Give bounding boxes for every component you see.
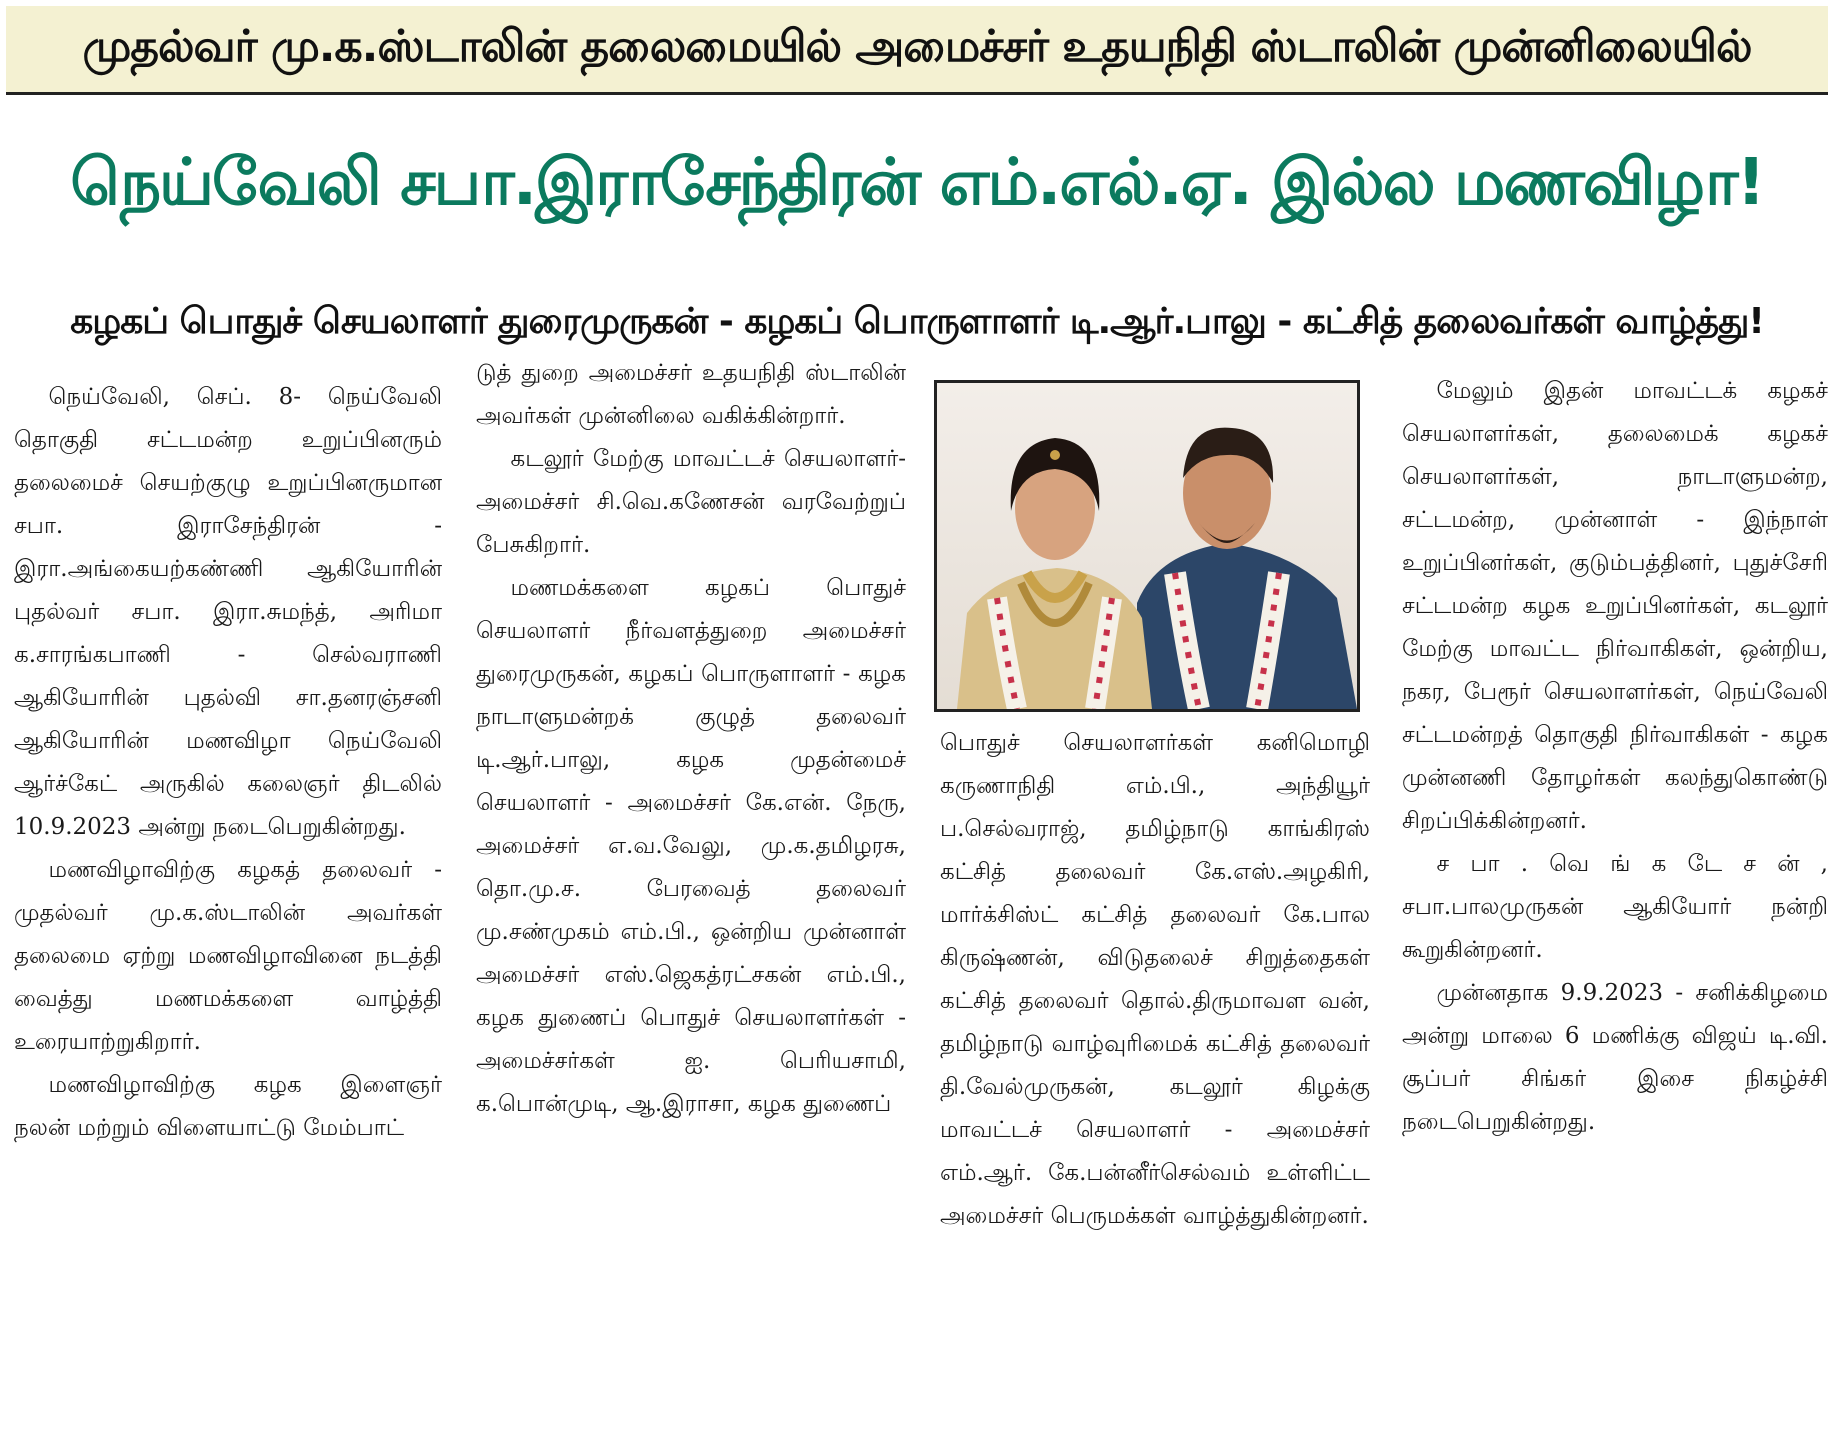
article-column-1: [14, 376, 442, 1150]
col1-paragraph-3: மணவிழாவிற்கு கழக இளைஞர் நலன் மற்றும் விளையாட்டு மேம்பாட்: [14, 1072, 442, 1141]
top-banner-text: முதல்வர் மு.க.ஸ்டாலின் தலைமையில் அமைச்சர் உதயநிதி ஸ்டாலின் முன்னிலையில்: [82, 20, 1752, 72]
article-column-3: [940, 722, 1370, 1238]
col4-paragraph-1: மேலும் இதன் மாவட்டக் கழகச் செயலாளர்கள், தலைமைக் கழகச் செயலாளர்கள், நாடாளுமன்ற, சட்டமன்ற, முன்னாள் - இந்நாள் உறுப்பினர்கள், குடும்பத்தினர், புதுச்சேரி சட்டமன்ற கழக உறுப்பினர்கள், கடலூர் மேற்கு மாவட்ட நிர்வாகிகள், ஒன்றிய, நகர, பேரூர் செயலாளர்கள், நெய்வேலி சட்டமன்றத் தொகுதி நிர்வாகிகள் - கழக முன்னணி தோழர்கள் கலந்துகொண்டு சிறப்பிக்கின்றனர்.: [1402, 378, 1828, 834]
couple-photo-illustration: [937, 383, 1357, 709]
headline: [6, 112, 1828, 262]
col4-paragraph-2: ச பா . வெ ங் க டே ச ன் , சபா.பாலமுருகன் ஆகியோர் நன்றி கூறுகின்றனர்.: [1402, 851, 1828, 963]
col4-paragraph-3: முன்னதாக 9.9.2023 - சனிக்கிழமை அன்று மாலை 6 மணிக்கு விஜய் டி.வி. சூப்பர் சிங்கர் இசை நிகழ்ச்சி நடைபெறுகின்றது.: [1402, 980, 1828, 1135]
col3-paragraph-1: பொதுச் செயலாளர்கள் கனிமொழி கருணாநிதி எம்.பி., அந்தியூர் ப.செல்வராஜ், தமிழ்நாடு காங்கிரஸ் கட்சித் தலைவர் கே.எஸ்.அழகிரி, மார்க்சிஸ்ட் கட்சித் தலைவர் கே.பால கிருஷ்ணன், விடுதலைச் சிறுத்தைகள் கட்சித் தலைவர் தொல்.திருமாவள வன், தமிழ்நாடு வாழ்வுரிமைக் கட்சித் தலைவர் தி.வேல்முருகன், கடலூர் கிழக்கு மாவட்டச் செயலாளர் - அமைச்சர் எம்.ஆர். கே.பன்னீர்செல்வம் உள்ளிட்ட அமைச்சர் பெருமக்கள் வாழ்த்துகின்றனர்.: [940, 730, 1370, 1229]
subheadline-text: கழகப் பொதுச் செயலாளர் துரைமுருகன் - கழகப் பொருளாளர் டி.ஆர்.பாலு - கட்சித் தலைவர்கள் வாழ்த்து!: [70, 301, 1764, 342]
col2-paragraph-2: கடலூர் மேற்கு மாவட்டச் செயலாளர்- அமைச்சர் சி.வெ.கணேசன் வரவேற்றுப் பேசுகிறார்.: [476, 446, 906, 558]
article-column-2: [476, 352, 906, 1126]
headline-text: நெய்வேலி சபா.இராசேந்திரன் எம்.எல்.ஏ. இல்ல மணவிழா!: [70, 146, 1764, 220]
couple-photo: [934, 380, 1360, 712]
col1-paragraph-1: நெய்வேலி, செப். 8- நெய்வேலி தொகுதி சட்டமன்ற உறுப்பினரும் தலைமைச் செயற்குழு உறுப்பினருமான சபா. இராசேந்திரன் - இரா.அங்கையற்கண்ணி ஆகியோரின் புதல்வர் சபா. இரா.சுமந்த், அரிமா க.சாரங்கபாணி - செல்வராணி ஆகியோரின் புதல்வி சா.தனரஞ்சனி ஆகியோரின் மணவிழா நெய்வேலி ஆர்ச்கேட் அருகில் கலைஞர் திடலில் 10.9.2023 அன்று நடைபெறுகின்றது.: [14, 384, 442, 840]
subheadline: [6, 292, 1828, 356]
article-column-4: [1402, 370, 1828, 1144]
col1-paragraph-2: மணவிழாவிற்கு கழகத் தலைவர் - முதல்வர் மு.க.ஸ்டாலின் அவர்கள் தலைமை ஏற்று மணவிழாவினை நடத்தி வைத்து மணமக்களை வாழ்த்தி உரையாற்றுகிறார்.: [14, 857, 442, 1055]
top-banner: [6, 6, 1828, 95]
col2-paragraph-1: டுத் துறை அமைச்சர் உதயநிதி ஸ்டாலின் அவர்கள் முன்னிலை வகிக்கின்றார்.: [476, 360, 906, 429]
col2-paragraph-3: மணமக்களை கழகப் பொதுச் செயலாளர் நீர்வளத்துறை அமைச்சர் துரைமுருகன், கழகப் பொருளாளர் - கழக நாடாளுமன்றக் குழுத் தலைவர் டி.ஆர்.பாலு, கழக முதன்மைச் செயலாளர் - அமைச்சர் கே.என். நேரு, அமைச்சர் எ.வ.வேலு, மு.க.தமிழரசு, தொ.மு.ச. பேரவைத் தலைவர் மு.சண்முகம் எம்.பி., ஒன்றிய முன்னாள் அமைச்சர் எஸ்.ஜெகத்ரட்சகன் எம்.பி., கழக துணைப் பொதுச் செயலாளர்கள் - அமைச்சர்கள் ஐ. பெரியசாமி, க.பொன்முடி, ஆ.இராசா, கழக துணைப்: [476, 575, 906, 1117]
